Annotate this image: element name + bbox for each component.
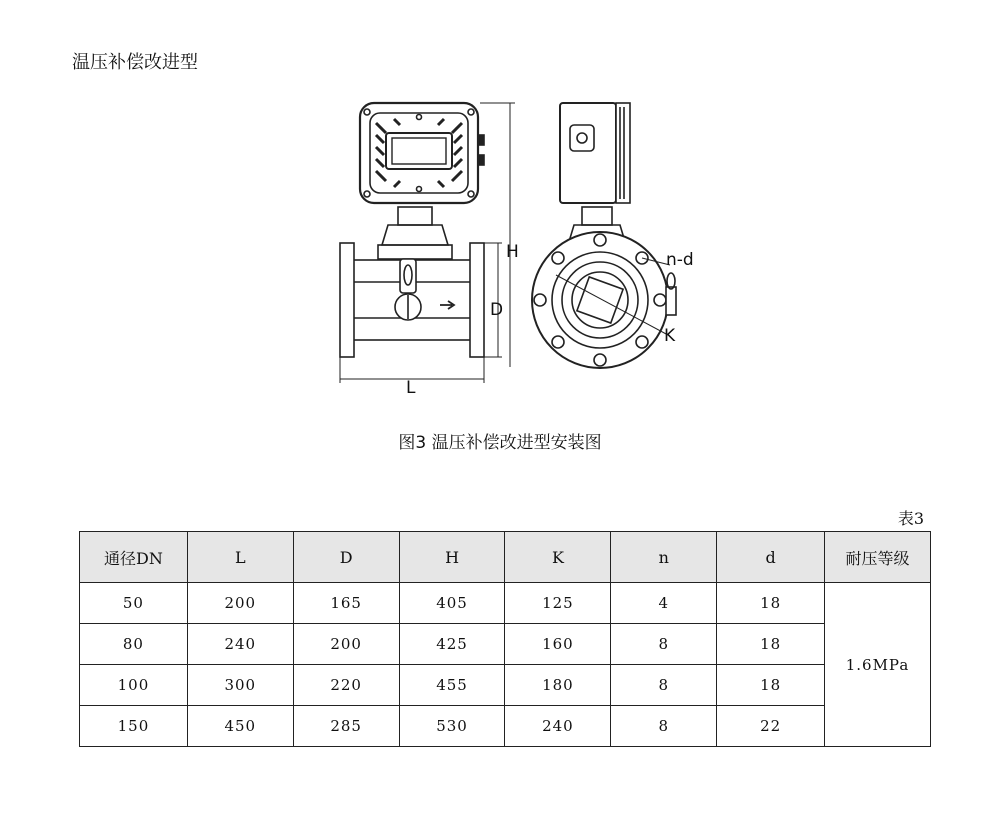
cell: 100 <box>80 665 188 706</box>
cell: 8 <box>611 706 717 747</box>
cell: 50 <box>80 583 188 624</box>
dim-label-h: H <box>506 242 519 262</box>
cell: 4 <box>611 583 717 624</box>
cell: 530 <box>399 706 505 747</box>
header-dn: 通径DN <box>80 532 188 583</box>
cell: 180 <box>505 665 611 706</box>
cell: 450 <box>187 706 293 747</box>
front-view <box>340 103 515 383</box>
table-row <box>80 706 931 747</box>
figure-caption: 图3 温压补偿改进型安装图 <box>398 433 602 453</box>
dim-label-k: K <box>664 326 676 346</box>
cell: 18 <box>717 624 825 665</box>
spec-table <box>79 531 931 747</box>
cell: 240 <box>505 706 611 747</box>
cell: 405 <box>399 583 505 624</box>
cell: 150 <box>80 706 188 747</box>
header-h: H <box>399 532 505 583</box>
cell: 240 <box>187 624 293 665</box>
table-row <box>80 665 931 706</box>
header-d: D <box>293 532 399 583</box>
header-pressure: 耐压等级 <box>825 532 931 583</box>
dim-label-nd: n-d <box>666 250 694 270</box>
dim-label-d: D <box>490 300 504 320</box>
table-label: 表3 <box>897 509 924 528</box>
cell: 125 <box>505 583 611 624</box>
header-k: K <box>505 532 611 583</box>
pressure-cell: 1.6MPa <box>825 583 931 747</box>
cell: 200 <box>187 583 293 624</box>
cell: 160 <box>505 624 611 665</box>
cell: 8 <box>611 624 717 665</box>
table-row <box>80 583 931 624</box>
cell: 285 <box>293 706 399 747</box>
cell: 8 <box>611 665 717 706</box>
cell: 220 <box>293 665 399 706</box>
header-l: L <box>187 532 293 583</box>
cell: 425 <box>399 624 505 665</box>
cell: 455 <box>399 665 505 706</box>
dim-label-l: L <box>406 378 416 395</box>
installation-drawing <box>320 95 720 395</box>
side-view <box>532 103 676 368</box>
header-d-small: d <box>717 532 825 583</box>
header-n: n <box>611 532 717 583</box>
table-row <box>80 624 931 665</box>
table-header-row <box>80 532 931 583</box>
cell: 200 <box>293 624 399 665</box>
cell: 80 <box>80 624 188 665</box>
cell: 165 <box>293 583 399 624</box>
cell: 22 <box>717 706 825 747</box>
cell: 18 <box>717 665 825 706</box>
cell: 300 <box>187 665 293 706</box>
cell: 18 <box>717 583 825 624</box>
section-heading: 温压补偿改进型 <box>72 52 198 73</box>
